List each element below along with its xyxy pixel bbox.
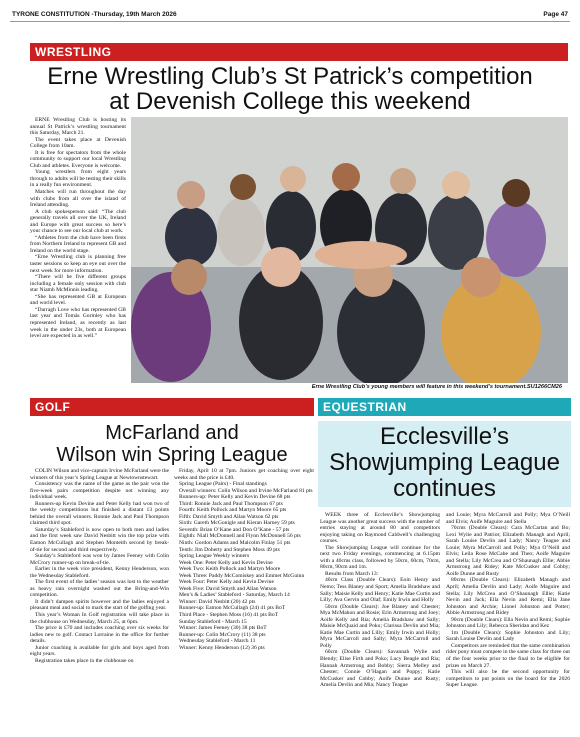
wrestling-headline bbox=[10, 64, 570, 114]
paragraph: The event takes place at Devenish College from 10am. bbox=[30, 136, 126, 150]
results-line: Ninth: Gordon Adams and Malcolm Finlay 51 pts bbox=[179, 540, 291, 547]
photo-caption: Erne Wrestling Club’s young members will feature in this weekend’s tournament.SU1266CM26 bbox=[311, 384, 562, 390]
section-label: EQUESTRIAN bbox=[323, 400, 407, 414]
results-line: Fifth: David Smyth and Allan Watson 62 pts bbox=[179, 513, 279, 520]
results-line: Tenth: Jim Doherty and Stephen Moss 49 pts bbox=[179, 546, 280, 553]
section-label: WRESTLING bbox=[35, 45, 112, 59]
paragraph: Competitors are reminded that the same combination rider pony must compete in the same class for three out of the four weeks prior to the final to be eligible for prizes on March 27. bbox=[446, 642, 570, 669]
results-line: Seventh: Brian O’Kane and Don O’Kane - 57 pts bbox=[179, 526, 290, 533]
golf-article-col1 bbox=[30, 468, 169, 732]
paragraph: “There will be five different groups including a female only session with club star Niamh McMinnis leading. bbox=[30, 274, 126, 294]
headline-line: Erne Wrestling Club’s St Patrick’s competition bbox=[47, 63, 533, 90]
equestrian-article-col2 bbox=[446, 512, 570, 736]
paragraph: 60cm (Double Clears): Savannah Wylie and Blendy; Elise Firth and Poko; Lucy Beagle and Ria; Hannah Armstrong and Bobby; Sierra Melley and Chester; Connie O’Hagan and Poppy; Katie McCusker and Cobby; Aoife Dunne and Rusty; Amelia Devlin and Mia; Nancy Teague bbox=[320, 649, 440, 689]
paragraph: It is free for spectators from the whole community to support our local Wrestling Club and athletes. Everyone is welcome. bbox=[30, 149, 126, 169]
paragraph: This year’s Woman In Golf registration will take place in the clubhouse on Wednesday, March 25, at 6pm. bbox=[30, 612, 169, 625]
paragraph: Sunday’s Stableford was won by James Feeney with Colin McCrory runner-up on break-of-tie. bbox=[30, 553, 169, 566]
equestrian-headline bbox=[318, 424, 571, 502]
section-bar-golf bbox=[30, 398, 314, 416]
paragraph: Earlier in the week vice president, Kenny Henderson, won the Wednesday Stableford. bbox=[30, 566, 169, 579]
paragraph: It didn’t dampen spirits however and the ladies enjoyed a pleasant meal and social to mark the start of the golfing year. bbox=[30, 598, 169, 612]
results-line: Third Place - Stephen Moss (16) 41 pts BoT bbox=[179, 612, 279, 619]
paragraph: COLIN Wilson and vice-captain Irvine McFarland were the winners of this year’s Spring League at Newtownstewart. bbox=[30, 468, 169, 481]
paragraph: WEEK three of Ecclesville’s Showjumping League was another great success with the number of entries staying at around 80 and competitors enjoying taking on Raymond Caldwell’s challenging courses. bbox=[320, 512, 440, 545]
paragraph: Matches will run throughout the day with clubs from all over the island of Ireland attending. bbox=[30, 189, 126, 209]
results-line: Week Five: David Smyth and Allan Watson bbox=[179, 585, 277, 592]
results-line: Winner: David Nesbitt (20) 42 pts bbox=[179, 598, 256, 605]
paragraph: Results from March 13: bbox=[325, 570, 379, 577]
headline-line: McFarland and bbox=[105, 422, 239, 444]
results-line: Fourth: Keith Pollock and Martyn Moore 65 pts bbox=[179, 507, 287, 514]
section-label: GOLF bbox=[35, 400, 71, 414]
paragraph: Runners-up Kevin Devine and Peter Kelly had won two of the weekly competitions but finished a distant 13 points behind the overall winners. Ronnie Jack and Paul Thompson claimed third spot. bbox=[30, 500, 169, 527]
paragraph: ERNE Wrestling Club is hosting its annual St Patrick’s wrestling tournament this Saturday, March 21. bbox=[30, 117, 126, 137]
photo-illustration bbox=[131, 117, 568, 383]
paragraph: The price is £70 and includes coaching over six weeks for ladies new to golf. Contact Lorraine in the office for further details. bbox=[30, 625, 169, 645]
page-number: Page 47 bbox=[543, 11, 568, 18]
results-line: Men’s & Ladies’ Stableford - Saturday, March 14 bbox=[179, 592, 290, 599]
section-bar-equestrian bbox=[318, 398, 571, 416]
paper-date: TYRONE CONSTITUTION -Thursday, 19th March 2026 bbox=[12, 11, 177, 18]
paragraph: 90cm (Double Clears): Ella Nevin and Remi; Sophie Johnston and Lily; Rebecca Sheridan and Kez bbox=[446, 616, 570, 630]
results-line: Sixth: Gareth McGonigle and Kieran Harney 59 pts bbox=[179, 520, 295, 527]
paragraph: 1m (Double Clears): Sophie Johnston and Lily; Sarah Louise Devlin and Lady bbox=[446, 629, 570, 643]
results-line: Wednesday Stableford - March 11 bbox=[179, 638, 256, 645]
paragraph: Saturday’s Stableford is now open to both men and ladies and the first week saw David Nesbitt win the top prize with Eamon McCullagh and Stephen Monteith second by break-of-tie for second and third respectively. bbox=[30, 526, 169, 553]
paragraph: A club spokesperson said: “The club generally travels all over the UK, Ireland and Europe with great success so here’s your chance to see our local club at work. bbox=[30, 208, 126, 235]
paragraph: The Showjumping League will continue for the next two Friday evenings, commencing at 6.15pm with a 40cms class, followed by 50cm, 60cm, 70cm, 80cm, 90cm and 1m. bbox=[320, 544, 440, 571]
paragraph: Registration takes place in the clubhouse on bbox=[35, 657, 134, 664]
results-line: Runner-up: Eamon McCullagh (24) 41 pts BoT bbox=[179, 605, 286, 612]
golf-article-col2 bbox=[174, 468, 314, 732]
wrestling-team-photo bbox=[131, 117, 568, 383]
results-line: Week One: Peter Kelly and Kevin Devine bbox=[179, 559, 273, 566]
headline-line: Wilson win Spring League bbox=[56, 444, 288, 466]
paragraph: “She has represented GB at European and world level. bbox=[30, 293, 126, 307]
paragraph: Junior coaching is available for girls and boys aged from eight years. bbox=[30, 644, 169, 658]
paragraph: Friday, April 10 at 7pm. Juniors get coaching over eight weeks and the price is £40. bbox=[174, 468, 314, 481]
headline-line: Ecclesville’s bbox=[380, 423, 509, 450]
masthead bbox=[10, 8, 570, 22]
headline-line: at Devenish College this weekend bbox=[109, 88, 471, 115]
wrestling-article-body bbox=[30, 117, 126, 388]
results-line: Week Four: Peter Kelly and Kevin Devine bbox=[179, 579, 274, 586]
results-line: Eighth: Niall McDonnell and Flynn McDonnell 56 pts bbox=[179, 533, 301, 540]
results-line: Runner-up: Colin McCrory (11) 38 pts bbox=[179, 631, 266, 638]
equestrian-article-col1 bbox=[320, 512, 440, 736]
results-line: Spring League (Pairs) - Final standings bbox=[179, 481, 267, 488]
paragraph: “Athletes from the club have been firsts from Northern Ireland to represent GB and Ireland on the world stage. bbox=[30, 234, 126, 254]
paragraph: This will also be the second opportunity for competitors to put points on the board for the 2026 Super League. bbox=[446, 669, 570, 689]
results-line: Winner: James Feeney (30) 38 pts BoT bbox=[179, 625, 267, 632]
paragraph: “Darragh Love who has represented GB last year and Tomás Gormley who has represented Ireland, as recently as last week in the under 23s, both at European level are expected in as well.” bbox=[30, 306, 126, 340]
paragraph: 80cms (Double Clears): Elizabeth Managh and April; Amelia Devlin and Lady; Aoife Maguire and Stella; Lily McCrea and O’Shaunagh Ellie; Katie Nevin and Jack; Ella Nevin and Remi; Ella Jane Johnston and Archie; Lionel Johnston and Potter; Abbie Armstrong and Ridey bbox=[446, 577, 570, 617]
results-line: Overall winners: Colin Wilson and Irvine McFarland 81 pts bbox=[179, 487, 313, 494]
paragraph: Young wrestlers from eight years through to adults will be testing their skills in a really fun environment. bbox=[30, 169, 126, 189]
headline-line: continues bbox=[393, 475, 496, 502]
results-line: Third: Ronnie Jack and Paul Thompson 67 pts bbox=[179, 500, 283, 507]
section-bar-wrestling bbox=[30, 43, 568, 61]
paragraph: 40cm Class (Double Clears): Eoin Henry and Nemo; Tess Blaney and Sport; Amelia Bradshaw and Sally; Maisie Kelly and Henry; Katie Mae Curtin and Lilly; Ava Gervin and Olaf; Emily Irwin and Holly bbox=[320, 577, 440, 604]
paragraph: and Louie; Myra McCarroll and Polly; Mya O’Neill and Elvis; Aoife Maguire and Stella bbox=[446, 512, 570, 525]
results-line: Winner: Kenny Henderson (12) 36 pts bbox=[179, 644, 265, 651]
paragraph: “Erne Wrestling club is planning free taster sessions so keep an eye out over the next week for more information. bbox=[30, 254, 126, 274]
headline-line: Showjumping League bbox=[329, 449, 560, 476]
paragraph: 50cm (Double Clears): Joe Blaney and Chester; Mya McMahon and Rosie; Erin Armstrong and Joey; Aoife Kelly and Ria; Amelia Bradshaw and Sally; Maisie McQuaid and Poko; Clarissa Devlin and Mia; Katie Mae Curtin and Lilly; Emily Irwin and Holly; Myra McCarroll and Sally; Myra McCarroll and Polly bbox=[320, 603, 440, 649]
results-line: Sunday Stableford - March 15 bbox=[179, 618, 247, 625]
results-line: Week Two: Keith Pollock and Martyn Moore bbox=[179, 566, 281, 573]
paragraph: 70cms (Double Clears): Cara McCartan and Bo; Lexi Wylie and Patriot; Elizabeth Managh and April; Sarah Louise Devlin and Lady; Nancy Teague and Louie; Myra McCarroll and Polly; Mya O’Neill and Elvis; Leila Rose McCabe and Theo; Aoife Maguire and Stella; Lily McCrea and O’Shaunagh Ellie; Abbie Armstrong and Ridey; Kate McCusker and Cobby; Aoife Dunne and Rusty bbox=[446, 525, 570, 577]
golf-headline bbox=[30, 422, 314, 466]
results-line: Runners-up: Peter Kelly and Kevin Devine 68 pts bbox=[179, 494, 291, 501]
results-line: Week Three: Paddy McComiskey and Emmet McGuinn bbox=[179, 572, 305, 579]
results-line: Spring League Weekly winners bbox=[179, 553, 250, 560]
paragraph: The first event of the ladies’ season was lost to the weather as heavy rain overnight washed out the Bring-and-Win competition. bbox=[30, 579, 169, 599]
paragraph: Consistency was the name of the game as the pair won the five-week pairs competition despite not winning any individual week. bbox=[30, 481, 169, 501]
